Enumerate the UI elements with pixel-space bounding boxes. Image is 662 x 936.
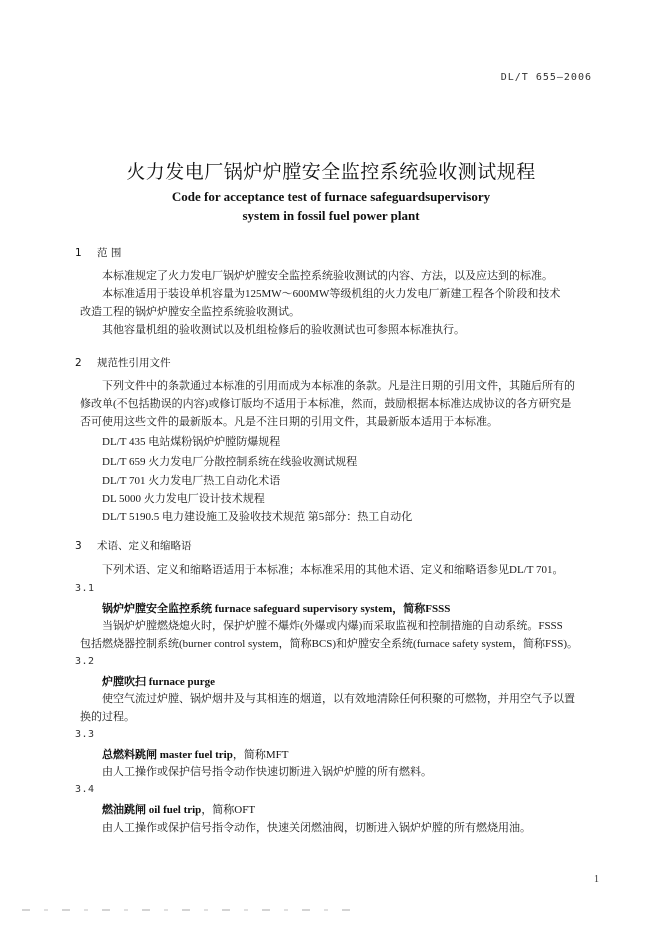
subsection-number: 3.3 — [75, 729, 95, 740]
section-title: 术语、定义和缩略语 — [97, 540, 192, 552]
page-number: 1 — [594, 874, 599, 885]
term-name: 锅炉炉膛安全监控系统 furnace safeguard supervisory system，简称FSSS — [102, 603, 451, 615]
reference-item: DL/T 435 电站煤粉锅炉炉膛防爆规程 — [102, 436, 281, 448]
term-abbrev: ，简称OFT — [201, 804, 256, 816]
term-name: 燃油跳闸 oil fuel trip — [102, 804, 202, 816]
reference-item: DL/T 659 火力发电厂分散控制系统在线验收测试规程 — [102, 456, 358, 468]
term-name: 总燃料跳闸 master fuel trip — [102, 749, 233, 761]
term-heading — [102, 673, 215, 689]
term-heading — [102, 801, 255, 817]
section-number: 1 — [75, 247, 82, 259]
paragraph-line: 使空气流过炉膛、锅炉烟井及与其相连的烟道，以有效地清除任何积聚的可燃物，并用空气予以置 — [102, 693, 575, 705]
section-number: 3 — [75, 540, 82, 552]
paragraph-line: 包括燃烧器控制系统(burner control system，简称BCS)和炉膛安全系统(furnace safety system，简称FSS)。 — [80, 638, 579, 650]
term-name: 炉膛吹扫 furnace purge — [102, 676, 216, 688]
section-2-heading — [75, 355, 171, 370]
paragraph-line: 修改单(不包括勘误的内容)或修订版均不适用于本标准，然而，鼓励根据本标准达成协议的各方研究是 — [80, 398, 572, 410]
section-number: 2 — [75, 357, 82, 369]
paragraph-line: 由人工操作或保护信号指令动作，快速关闭燃油阀，切断进入锅炉炉膛的所有燃烧用油。 — [102, 822, 531, 834]
section-2-body — [80, 377, 600, 431]
scan-artifact-line — [22, 909, 352, 911]
paragraph-line: 本标准规定了火力发电厂锅炉炉膛安全监控系统验收测试的内容、方法，以及应达到的标准。 — [102, 270, 553, 282]
document-title-cn: 火力发电厂锅炉炉膛安全监控系统验收测试规程 — [126, 161, 536, 183]
subsection-number: 3.1 — [75, 583, 95, 594]
reference-item: DL 5000 火力发电厂设计技术规程 — [102, 493, 265, 505]
term-definition — [80, 763, 600, 781]
term-definition — [80, 819, 600, 837]
reference-item: DL/T 701 火力发电厂热工自动化术语 — [102, 475, 281, 487]
paragraph-line: 当锅炉炉膛燃烧熄火时，保护炉膛不爆炸(外爆或内爆)而采取监视和控制措施的自动系统。FSSS — [102, 620, 563, 632]
section-3-intro — [80, 561, 600, 579]
paragraph-line: 改造工程的锅炉炉膛安全监控系统验收测试。 — [80, 306, 300, 318]
subsection-number: 3.2 — [75, 656, 95, 667]
section-title: 规范性引用文件 — [97, 357, 171, 369]
paragraph-line: 下列文件中的条款通过本标准的引用而成为本标准的条款。凡是注日期的引用文件，其随后所有的 — [102, 380, 575, 392]
paragraph-line: 下列术语、定义和缩略语适用于本标准；本标准采用的其他术语、定义和缩略语参见DL/T 701。 — [102, 564, 564, 576]
section-1-heading — [75, 245, 121, 260]
standard-code: DL/T 655—2006 — [500, 72, 592, 83]
term-definition — [80, 617, 600, 653]
paragraph-line: 其他容量机组的验收测试以及机组检修后的验收测试也可参照本标准执行。 — [102, 324, 465, 336]
document-title-en-line2: system in fossil fuel power plant — [242, 208, 420, 223]
paragraph-line: 否可使用这些文件的最新版本。凡是不注日期的引用文件，其最新版本适用于本标准。 — [80, 416, 498, 428]
paragraph-line: 本标准适用于装设单机容量为125MW～600MW等级机组的火力发电厂新建工程各个阶段和技术 — [102, 288, 561, 300]
term-definition — [80, 690, 600, 726]
section-title: 范 围 — [97, 247, 122, 259]
paragraph-line: 换的过程。 — [80, 711, 135, 723]
section-1-body — [80, 267, 600, 339]
term-heading — [102, 746, 289, 762]
subsection-number: 3.4 — [75, 784, 95, 795]
paragraph-line: 由人工操作或保护信号指令动作快速切断进入锅炉炉膛的所有燃料。 — [102, 766, 432, 778]
document-title-en-line1: Code for acceptance test of furnace safeguardsupervisory — [171, 189, 491, 204]
term-heading — [102, 600, 450, 616]
reference-item: DL/T 5190.5 电力建设施工及验收技术规范 第5部分：热工自动化 — [102, 511, 413, 523]
term-abbrev: ，简称MFT — [232, 749, 289, 761]
section-3-heading — [75, 538, 192, 553]
